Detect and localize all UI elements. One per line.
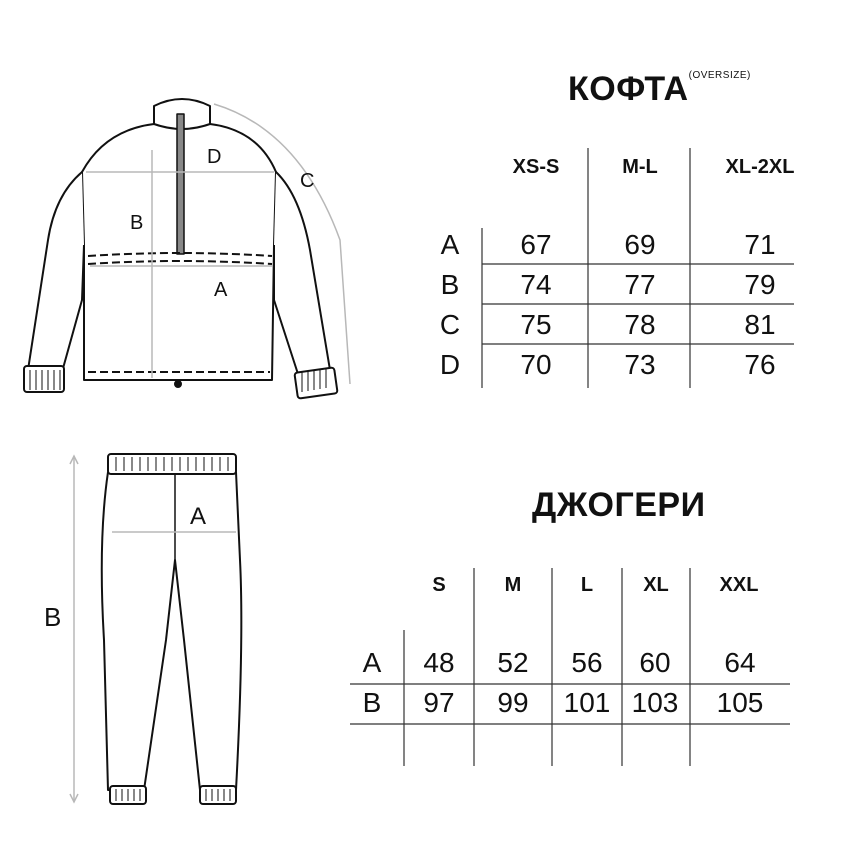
top-col-header: XS-S (512, 156, 560, 178)
top-row-label: B (440, 269, 460, 300)
bottom-col-header: XXL (719, 574, 759, 596)
bottom-cell: 48 (423, 647, 455, 678)
top-row-label: A (440, 229, 460, 260)
jacket-illustration (24, 99, 338, 399)
bottom-cell: 103 (631, 687, 679, 718)
jacket-title (568, 70, 751, 109)
bottom-cell: 56 (571, 647, 603, 678)
bottom-cell: 64 (724, 647, 756, 678)
top-cell: 69 (624, 229, 656, 260)
jacket-title-text: КОФТА (568, 70, 689, 108)
bottom-row-label: A (362, 647, 382, 678)
top-cell: 79 (744, 269, 776, 300)
top-cell: 76 (744, 349, 776, 380)
pants-label-a: A (190, 503, 207, 530)
bottom-row-label: B (362, 687, 382, 718)
bottom-col-header: XL (643, 574, 669, 596)
top-row-label: C (439, 309, 461, 340)
jacket-title-suffix: (OVERSIZE) (688, 70, 751, 81)
top-cell: 71 (744, 229, 776, 260)
top-cell: 67 (520, 229, 552, 260)
pants-title: ДЖОГЕРИ (532, 486, 706, 524)
bottom-cell: 60 (639, 647, 671, 678)
bottom-cell: 101 (563, 687, 611, 718)
pants-illustration (102, 454, 242, 804)
top-col-header: XL-2XL (725, 156, 795, 178)
jacket-label-b: B (130, 212, 144, 234)
jacket-label-c: C (300, 170, 315, 192)
top-cell: 74 (520, 269, 552, 300)
top-cell: 81 (744, 309, 776, 340)
bottom-cell: 52 (497, 647, 529, 678)
jacket-label-d: D (207, 146, 222, 168)
top-cell: 73 (624, 349, 656, 380)
bottom-cell: 105 (716, 687, 764, 718)
top-cell: 77 (624, 269, 656, 300)
top-cell: 70 (520, 349, 552, 380)
top-cell: 75 (520, 309, 552, 340)
bottom-col-header: L (580, 574, 594, 596)
top-col-header: M-L (622, 156, 658, 178)
pants-label-b: B (44, 602, 62, 632)
bottom-col-header: S (432, 574, 446, 596)
top-row-label: D (439, 349, 461, 380)
bottom-cell: 99 (497, 687, 529, 718)
jacket-label-a: A (214, 279, 228, 301)
top-cell: 78 (624, 309, 656, 340)
bottom-col-header: M (504, 574, 522, 596)
bottom-cell: 97 (423, 687, 455, 718)
